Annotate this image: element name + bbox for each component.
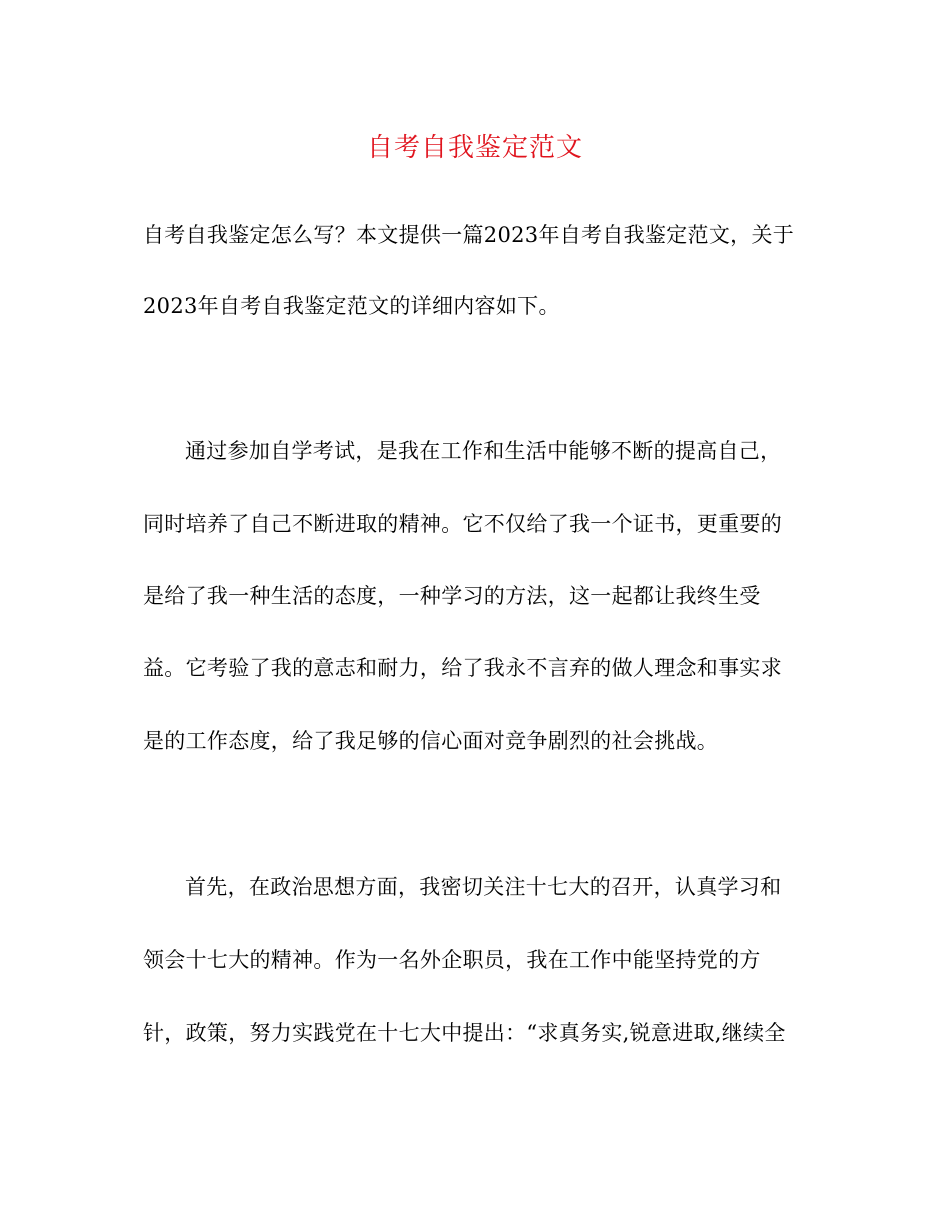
paragraph-line: 是给了我一种生活的态度，一种学习的方法，这一起都让我终生受 [143, 584, 761, 608]
intro-line: 2023年自考自我鉴定范文的详细内容如下。 [143, 294, 560, 318]
paragraph-line: 是的工作态度，给了我足够的信心面对竞争剧烈的社会挑战。 [143, 729, 719, 753]
document-title: 自考自我鉴定范文 [366, 133, 583, 163]
paragraph-line: 通过参加自学考试，是我在工作和生活中能够不断的提高自己， [185, 439, 782, 463]
paragraph-line: 益。它考验了我的意志和耐力，给了我永不言弃的做人理念和事实求 [143, 656, 782, 680]
paragraph-line: 首先，在政治思想方面，我密切关注十七大的召开，认真学习和 [185, 875, 782, 899]
paragraph-line: 同时培养了自己不断进取的精神。它不仅给了我一个证书，更重要的 [143, 512, 782, 536]
intro-line: 自考自我鉴定怎么写？本文提供一篇2023年自考自我鉴定范文，关于 [143, 223, 795, 247]
paragraph-line: 领会十七大的精神。作为一名外企职员，我在工作中能坚持党的方 [143, 948, 761, 972]
paragraph-line: 针，政策，努力实践党在十七大中提出：“求真务实,锐意进取,继续全 [143, 1021, 786, 1045]
